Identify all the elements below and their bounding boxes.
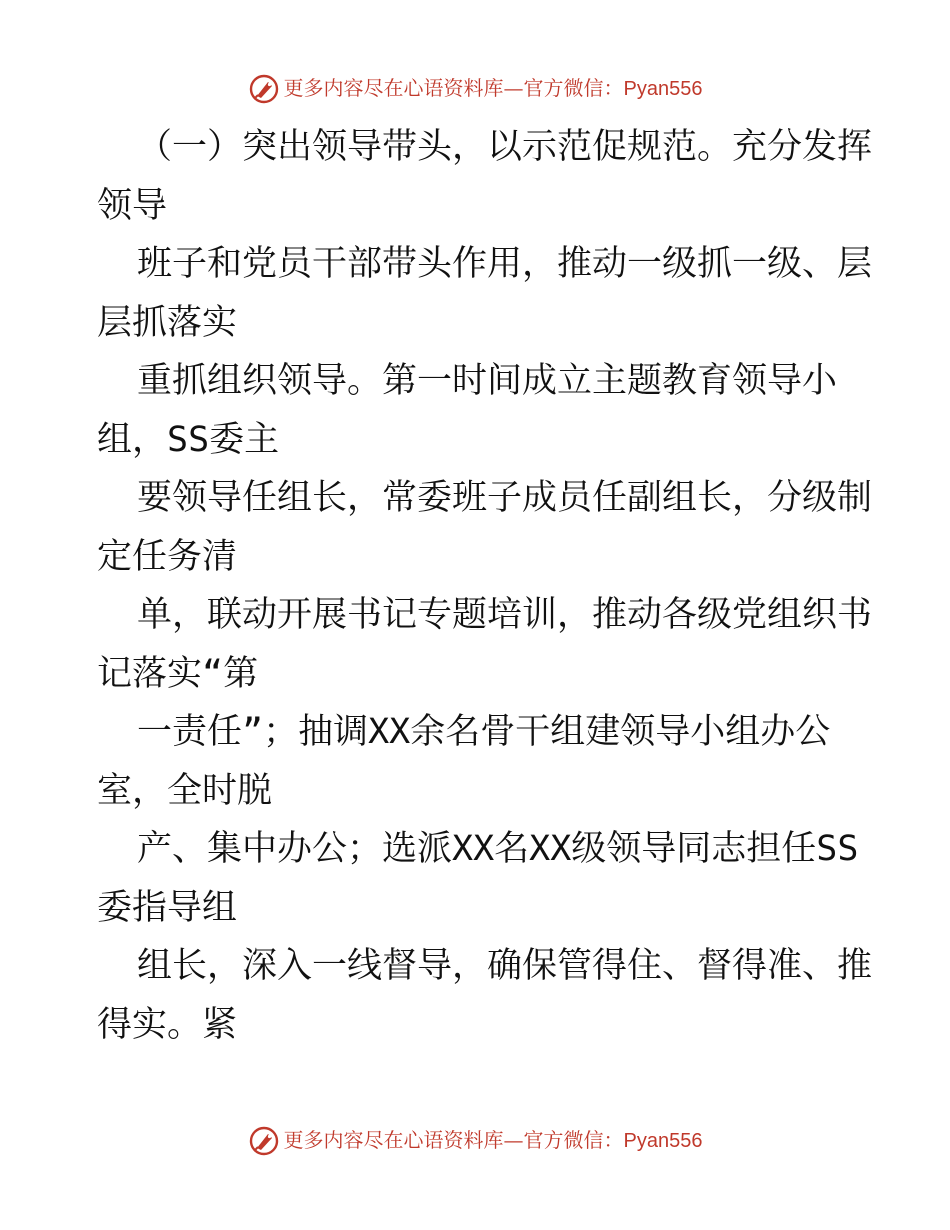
text-line: 组，SS委主 bbox=[97, 419, 280, 460]
text-line: 得实。紧 bbox=[97, 1004, 238, 1045]
text-line: 组长，深入一线督导，确保管得住、督得准、推 bbox=[137, 946, 873, 986]
text-line: 单，联动开展书记专题培训，推动各级党组织书 bbox=[137, 595, 873, 635]
watermark-wechat-id: Pyan556 bbox=[623, 1130, 703, 1152]
text-line: 领导 bbox=[97, 185, 168, 226]
text-line: 定任务清 bbox=[97, 536, 238, 577]
text-line: 一责任”；抽调XX余名骨干组建领导小组办公 bbox=[137, 712, 831, 752]
text-line: 班子和党员干部带头作用，推动一级抓一级、层 bbox=[137, 244, 873, 284]
text-line: 重抓组织领导。第一时间成立主题教育领导小 bbox=[137, 361, 838, 401]
text-line: 室，全时脱 bbox=[97, 770, 273, 811]
pen-nib-logo-icon bbox=[248, 73, 280, 105]
footer-watermark bbox=[0, 1124, 950, 1157]
text-line: 层抓落实 bbox=[97, 302, 238, 343]
pen-nib-logo-icon bbox=[248, 1125, 280, 1157]
watermark-wechat-id: Pyan556 bbox=[623, 78, 703, 100]
header-watermark bbox=[0, 72, 950, 105]
text-line: 记落实“第 bbox=[97, 653, 259, 694]
text-line: 产、集中办公；选派XX名XX级领导同志担任SS bbox=[137, 829, 859, 869]
watermark-text: 更多内容尽在心语资料库—官方微信： bbox=[283, 76, 624, 100]
text-line: 要领导任组长，常委班子成员任副组长，分级制 bbox=[137, 478, 873, 518]
text-line: （一）突出领导带头，以示范促规范。充分发挥 bbox=[137, 127, 873, 167]
text-line: 委指导组 bbox=[97, 887, 238, 928]
body-text bbox=[97, 118, 873, 1054]
watermark-text: 更多内容尽在心语资料库—官方微信： bbox=[283, 1128, 624, 1152]
